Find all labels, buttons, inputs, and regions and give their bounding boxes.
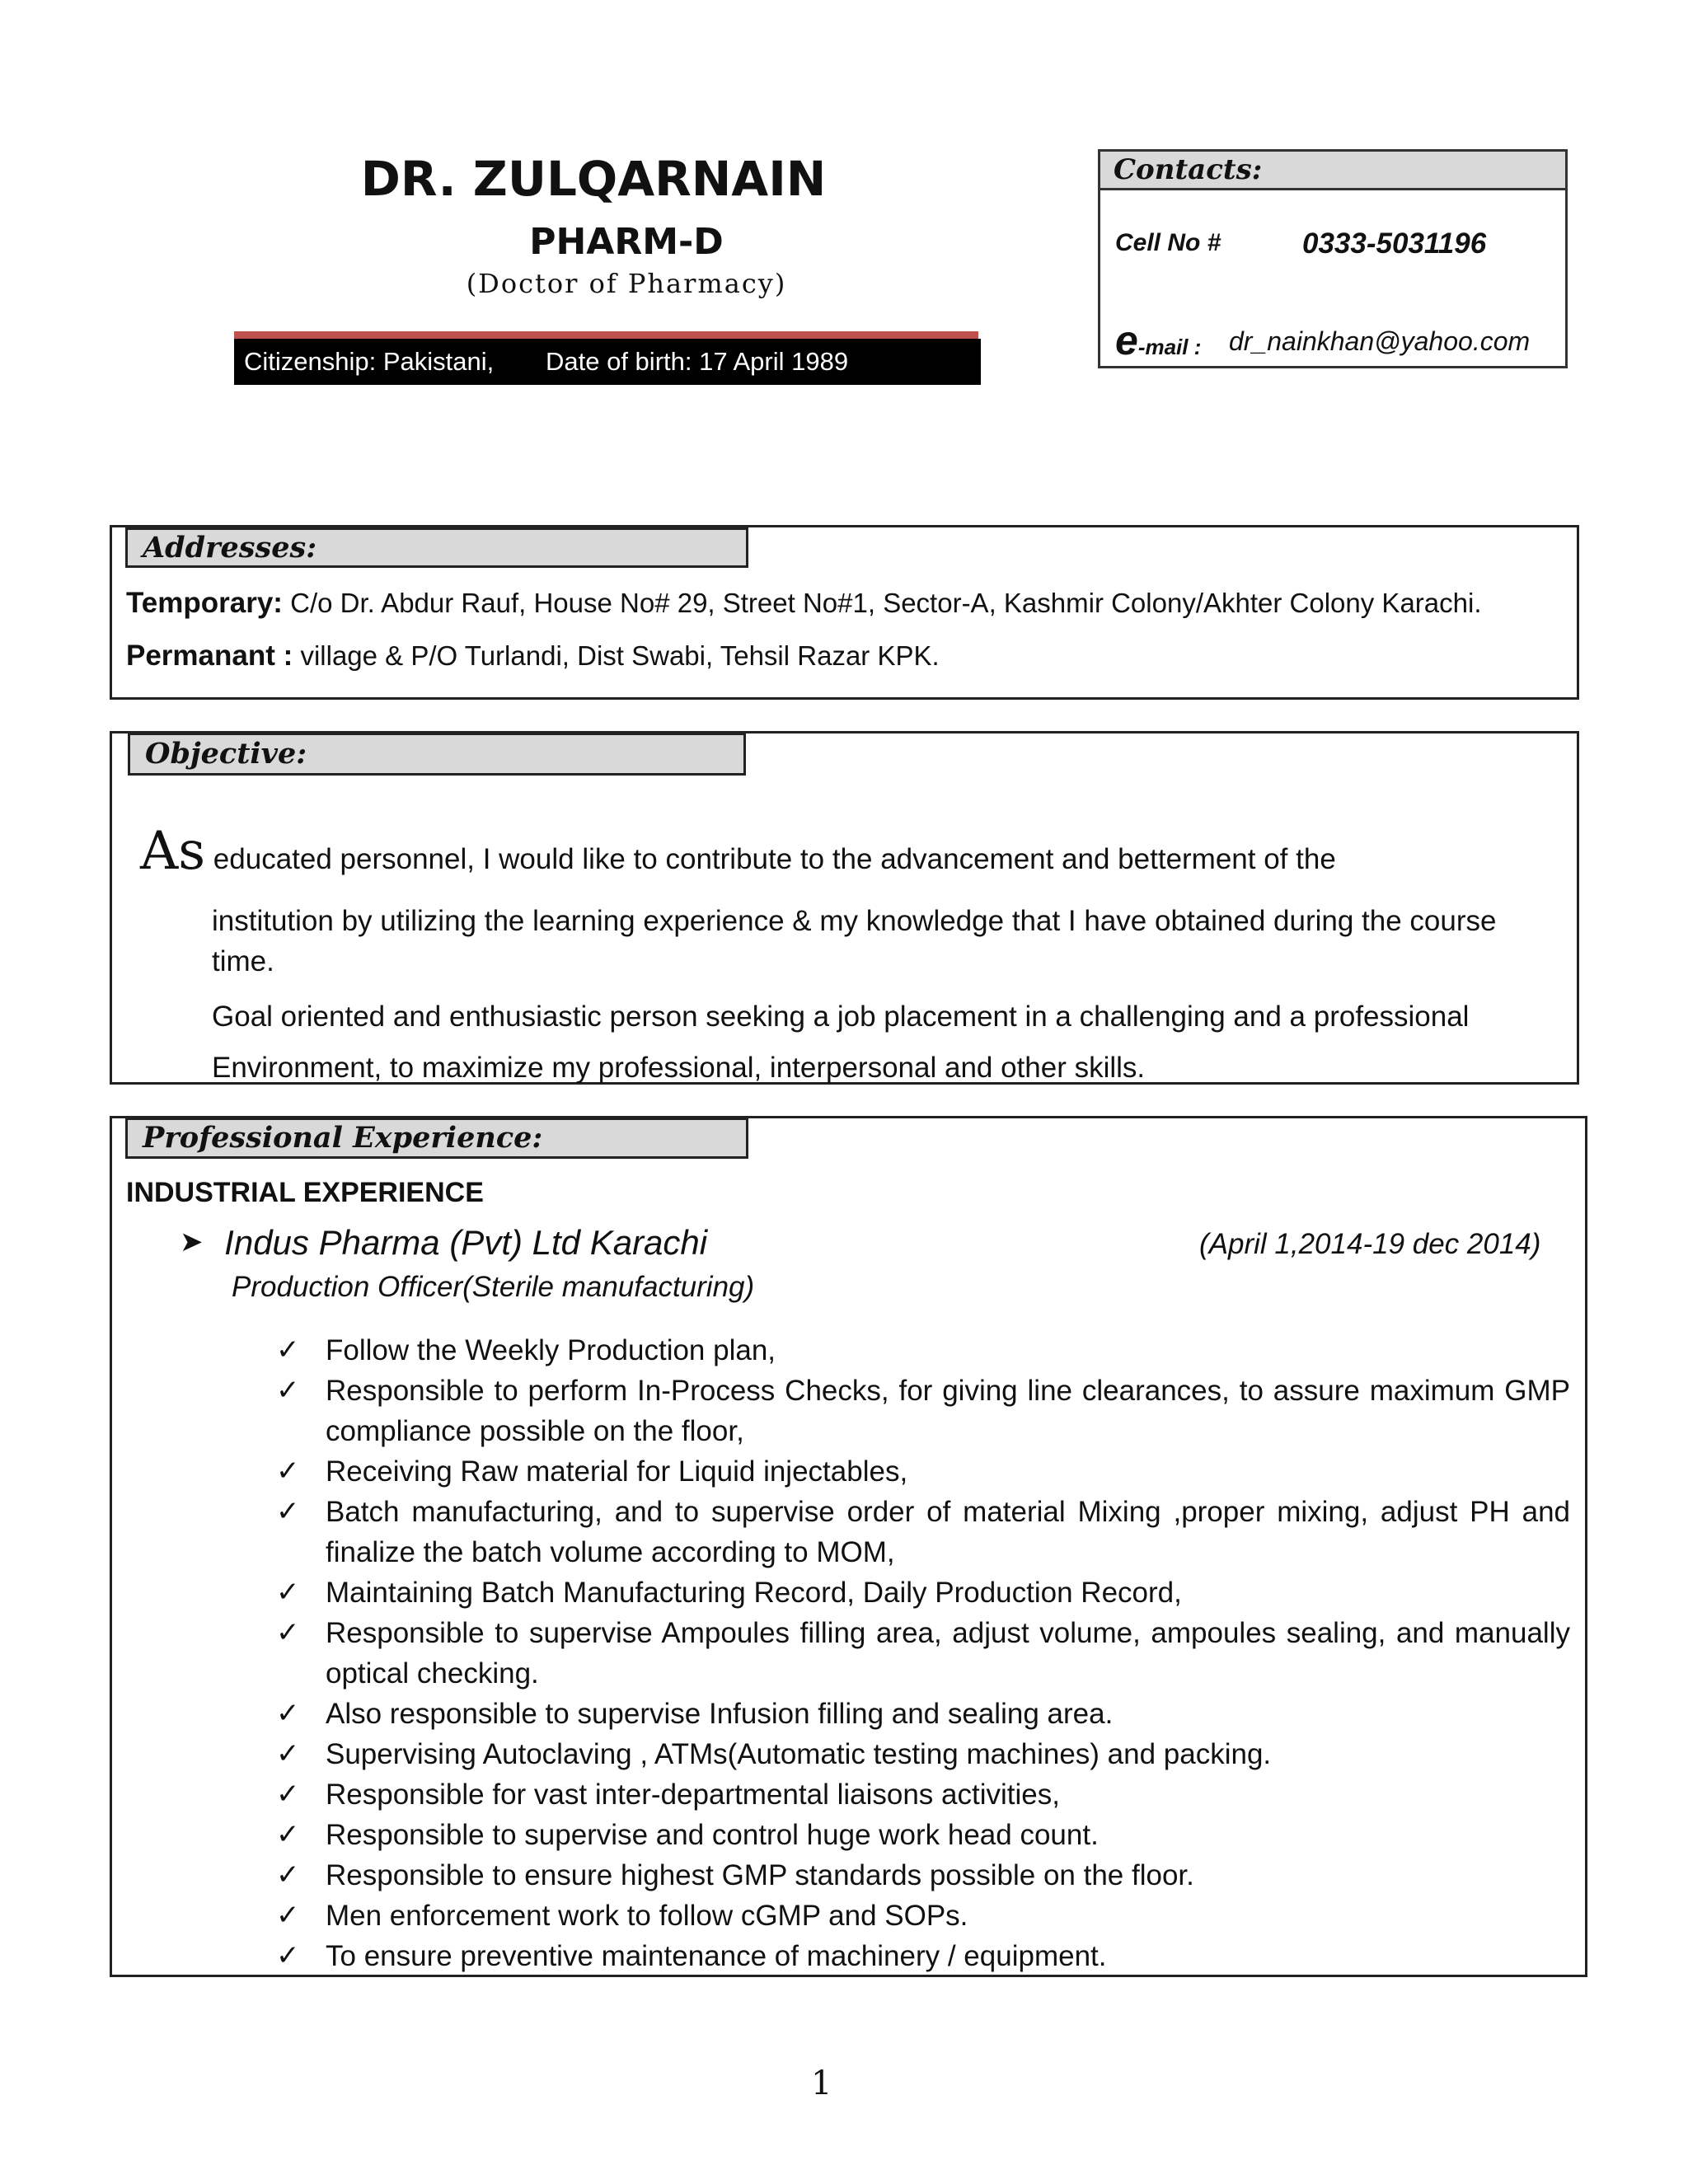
duty-item: ✓ Batch manufacturing, and to supervise order of material Mixing ,proper mixing, adjust PH and finalize the batch volume according to MOM, xyxy=(326,1492,1570,1572)
duty-item: ✓ Responsible to supervise Ampoules filling area, adjust volume, ampoules sealing, and manually optical checking. xyxy=(326,1613,1570,1694)
duty-item: ✓ Responsible to supervise and control huge work head count. xyxy=(326,1815,1570,1855)
industrial-experience-heading: INDUSTRIAL EXPERIENCE xyxy=(126,1177,484,1208)
email-prefix: e xyxy=(1115,317,1138,363)
duty-item: ✓ Supervising Autoclaving , ATMs(Automatic testing machines) and packing. xyxy=(326,1734,1570,1774)
temporary-address xyxy=(126,587,1482,620)
objective-paragraph-2: Goal oriented and enthusiastic person seeking a job placement in a challenging and a professional Environment, to maximize my professional, interpersonal and other skills. xyxy=(212,1001,1470,1084)
objective-line-1: educated personnel, I would like to contribute to the advancement and betterment of the xyxy=(213,843,1336,875)
personal-info-bar xyxy=(234,339,981,385)
addresses-heading: Addresses: xyxy=(125,527,748,568)
degree-title: PHARM-D xyxy=(529,221,724,263)
email-label-text: -mail : xyxy=(1137,335,1202,359)
permanent-value: village & P/O Turlandi, Dist Swabi, Tehsil Razar KPK. xyxy=(300,640,940,671)
duty-item: ✓ Receiving Raw material for Liquid injectables, xyxy=(326,1451,1570,1492)
experience-heading: Professional Experience: xyxy=(125,1118,748,1159)
objective-first-line xyxy=(140,821,1336,882)
company-row xyxy=(180,1223,707,1263)
duty-item: ✓ To ensure preventive maintenance of machinery / equipment. xyxy=(326,1936,1570,1976)
candidate-name: DR. ZULQARNAIN xyxy=(360,151,827,207)
duty-item: ✓ Responsible to perform In-Process Checks, for giving line clearances, to assure maximum GMP compliance possible on the floor, xyxy=(326,1371,1570,1451)
contacts-heading: Contacts: xyxy=(1100,152,1565,190)
citizenship-text: Citizenship: Pakistani, xyxy=(244,347,495,376)
duty-item: ✓ Follow the Weekly Production plan, xyxy=(326,1330,1570,1371)
cell-number: 0333-5031196 xyxy=(1302,227,1487,260)
permanent-label: Permanant : xyxy=(126,640,293,672)
objective-heading: Objective: xyxy=(128,733,746,776)
permanent-address xyxy=(126,640,940,673)
contacts-box xyxy=(1098,149,1568,368)
cell-label: Cell No # xyxy=(1115,229,1221,256)
temporary-value: C/o Dr. Abdur Rauf, House No# 29, Street No#1, Sector-A, Kashmir Colony/Akhter Colony Karachi. xyxy=(290,588,1482,618)
duty-item: ✓ Responsible for vast inter-departmental liaisons activities, xyxy=(326,1774,1570,1815)
email-address[interactable]: dr_nainkhan@yahoo.com xyxy=(1229,326,1531,356)
accent-divider xyxy=(234,331,978,339)
objective-drop-cap: As xyxy=(140,821,206,882)
arrow-bullet-icon: ➤ xyxy=(180,1226,204,1258)
temporary-label: Temporary: xyxy=(126,587,283,619)
employment-period: (April 1,2014-19 dec 2014) xyxy=(1199,1228,1541,1260)
date-of-birth-text: Date of birth: 17 April 1989 xyxy=(546,347,849,376)
page-number: 1 xyxy=(811,2064,832,2102)
objective-paragraph-1: institution by utilizing the learning experience & my knowledge that I have obtained during the course time. xyxy=(212,905,1497,977)
company-name: Indus Pharma (Pvt) Ltd Karachi xyxy=(224,1223,708,1262)
job-role: Production Officer(Sterile manufacturing) xyxy=(232,1271,755,1303)
duty-item: ✓ Maintaining Batch Manufacturing Record, Daily Production Record, xyxy=(326,1572,1570,1613)
degree-full-name: (Doctor of Pharmacy) xyxy=(466,268,787,299)
email-label xyxy=(1115,316,1201,364)
duty-item: ✓ Responsible to ensure highest GMP standards possible on the floor. xyxy=(326,1855,1570,1896)
duty-item: ✓ Men enforcement work to follow cGMP and SOPs. xyxy=(326,1896,1570,1936)
duty-item: ✓ Also responsible to supervise Infusion filling and sealing area. xyxy=(326,1694,1570,1734)
